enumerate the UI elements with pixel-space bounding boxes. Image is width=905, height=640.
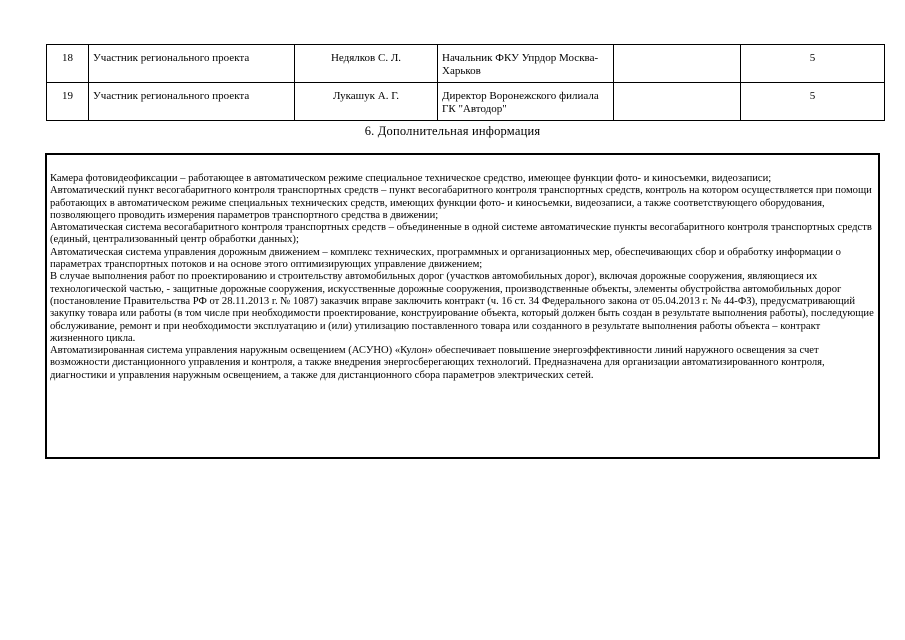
value-cell: 5 (741, 83, 885, 121)
position-cell: Директор Воронежского филиала ГК "Автодор" (438, 83, 614, 121)
info-paragraph: Автоматическая система управления дорожным движением – комплекс технических, программных и организационных мер, обеспечивающих сбор и обработку информации о параметрах транспортных потоков и на основе этого оптимизирующих управление движением; (50, 246, 841, 271)
info-paragraph: Автоматизированная система управления наружным освещением (АСУНО) «Кулон» обеспечивает повышение энергоэффективности линий наружного освещения за счет возможности дистанционного управления и контроля, а также внедрения энергосберегающих технологий. Предназначена для организации автоматизированного контроля, диагностики и управления наружным освещением, а также для дистанционного сбора параметров электрических сетей. (50, 345, 825, 381)
role-cell: Участник регионального проекта (89, 45, 295, 83)
value-cell: 5 (741, 45, 885, 83)
info-paragraph: В случае выполнения работ по проектированию и строительству автомобильных дорог (участков автомобильных дорог), включая дорожные сооружения, являющиеся их технологической частью, - защитные дорожные сооружения, искусственные дорожные сооружения, производственные объекты, элементы обустройства автомобильных дорог (постановление Правительства РФ от 28.11.2013 г. № 1087) заказчик вправе заключить контракт (ч. 16 ст. 34 Федерального закона от 05.04.2013 г. № 44-ФЗ), предусматривающий закупку товара или работы (в том числе при необходимости проектирование, конструирование объекта, который должен быть создан в результате выполнения работы), последующие обслуживание, ремонт и при необходимости эксплуатацию и (или) утилизацию поставленного товара или созданного в результате выполнения работы объекта – контракт жизненного цикла. (50, 271, 874, 344)
row-number-cell: 19 (47, 83, 89, 121)
empty-cell (614, 45, 741, 83)
position-cell: Начальник ФКУ Упрдор Москва-Харьков (438, 45, 614, 83)
table-row (47, 83, 885, 121)
row-number-cell: 18 (47, 45, 89, 83)
info-paragraph: Автоматический пункт весогабаритного контроля транспортных средств – пункт весогабаритного контроля транспортных средств, контроль на котором осуществляется при помощи работающих в автоматическом режиме специальных технических средств, имеющих функции фото- и киносъемки, видеозаписи, а также соответствующего оборудования, позволяющего проводить измерения параметров транспортного средства в движении; (50, 185, 872, 221)
additional-info-box (45, 153, 880, 459)
empty-cell (614, 83, 741, 121)
table-row (47, 45, 885, 83)
participants-table (46, 44, 885, 121)
info-paragraph: Автоматическая система весогабаритного контроля транспортных средств – объединенные в одной системе автоматические пункты весогабаритного контроля транспортных средств (единый, централизованный центр обработки данных); (50, 222, 872, 246)
info-paragraph: Камера фотовидеофиксации – работающее в автоматическом режиме специальное техническое средство, имеющее функции фото- и киносъемки, видеозаписи; (50, 173, 772, 184)
person-name-cell: Лукашук А. Г. (295, 83, 438, 121)
role-cell: Участник регионального проекта (89, 83, 295, 121)
person-name-cell: Недялков С. Л. (295, 45, 438, 83)
section-title: 6. Дополнительная информация (364, 124, 541, 138)
